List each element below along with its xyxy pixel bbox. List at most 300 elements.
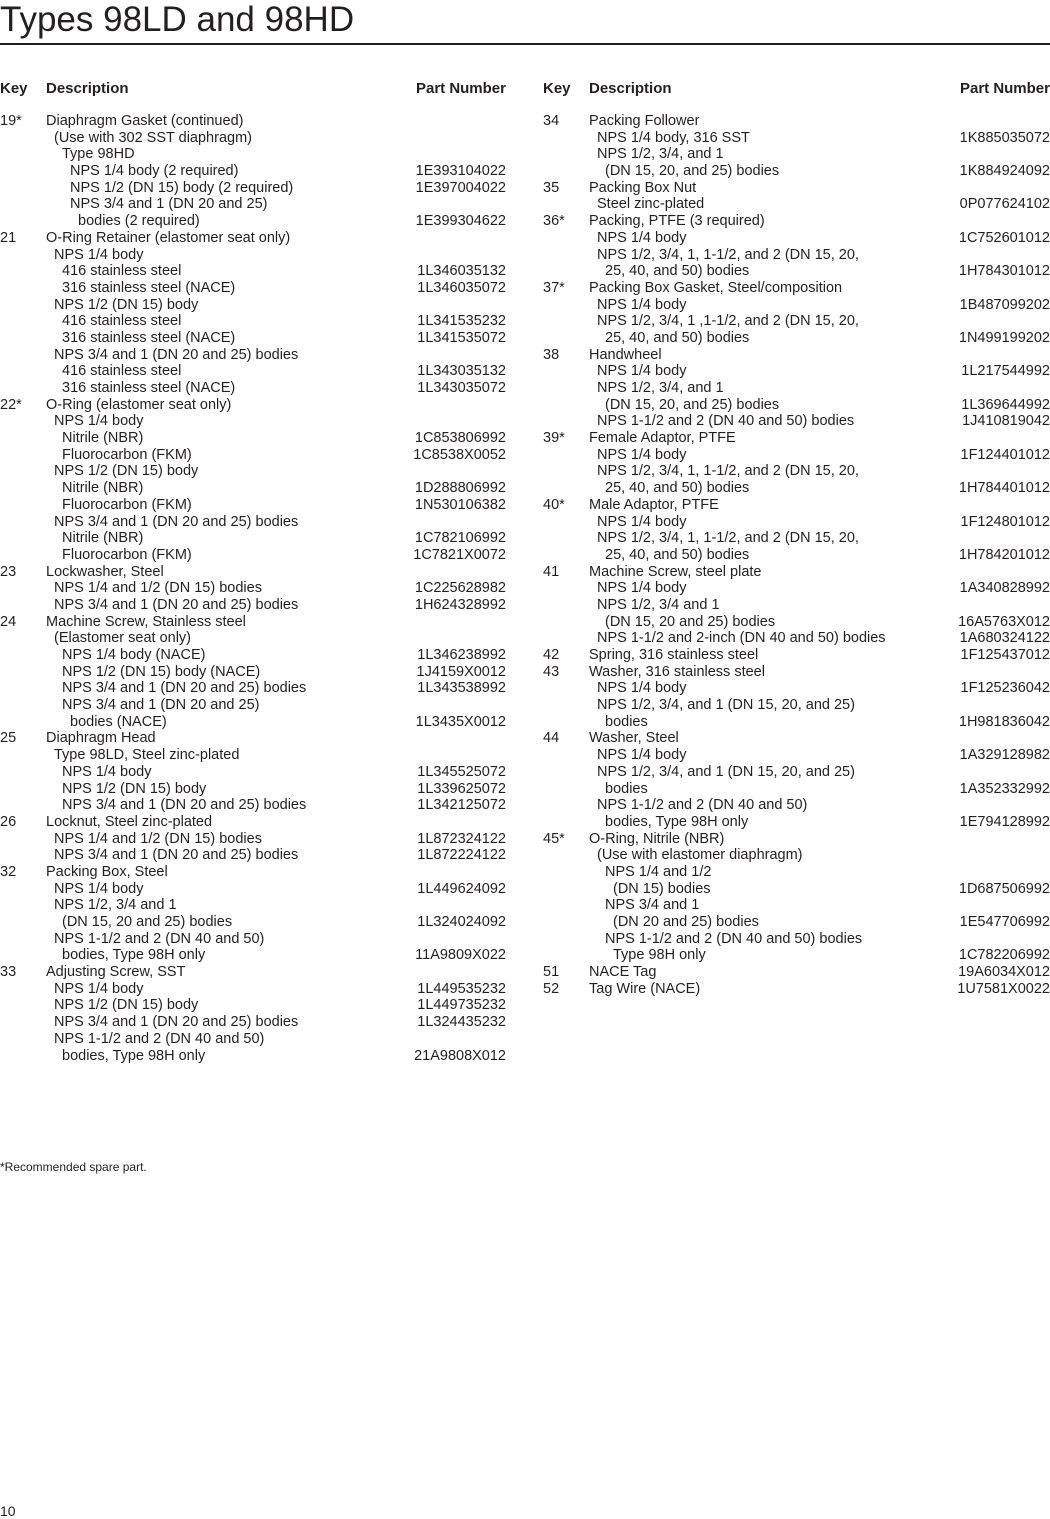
description-text: bodies, Type 98H only: [62, 947, 206, 964]
parts-row: [0, 564, 506, 581]
parts-row: [0, 580, 506, 597]
description-text: 316 stainless steel (NACE): [62, 380, 236, 396]
description-text: NPS 3/4 and 1 (DN 20 and 25) bodies: [54, 1014, 299, 1031]
description-text: Washer, Steel: [589, 730, 679, 747]
description-text: NPS 1/2 (DN 15) body (2 required): [70, 179, 294, 196]
parts-row: [543, 630, 1050, 647]
parts-row: [0, 380, 506, 397]
description-text: Locknut, Steel zinc-plated: [46, 813, 213, 830]
parts-row: [0, 196, 506, 213]
description-text: NPS 1/4 and 1/2 (DN 15) bodies: [54, 580, 262, 597]
parts-row: [543, 180, 1050, 197]
description-text: NPS 1/2 (DN 15) body: [54, 463, 199, 480]
parts-row: [543, 547, 1050, 564]
part-number: 1H784301012: [958, 263, 1050, 280]
description-text: (DN 15, 20, and 25) bodies: [605, 163, 780, 180]
description-text: NPS 1/4 body (2 required): [70, 163, 239, 180]
key-number: 41: [543, 563, 560, 580]
description-text: NPS 1/4 body: [54, 413, 144, 430]
part-number: 1C782206992: [958, 947, 1050, 964]
description-text: NPS 1-1/2 and 2 (DN 40 and 50) bodies: [597, 413, 855, 430]
parts-row: [0, 1031, 506, 1048]
description-text: Adjusting Screw, SST: [46, 964, 186, 981]
part-number: 19A6034X012: [958, 964, 1050, 981]
description-text: (Use with 302 SST diaphragm): [54, 129, 252, 146]
part-number: 1J4159X0012: [416, 663, 506, 680]
parts-row: [0, 363, 506, 380]
parts-row: [0, 230, 506, 247]
part-number: 1L449535232: [417, 980, 506, 997]
key-number: 35: [543, 179, 560, 196]
description-text: NPS 1/2 (DN 15) body: [54, 296, 199, 313]
description-text: NPS 3/4 and 1 (DN 20 and 25) bodies: [54, 346, 299, 363]
parts-row: [543, 914, 1050, 931]
parts-row: [543, 864, 1050, 881]
parts-row: [543, 347, 1050, 364]
parts-row: [543, 230, 1050, 247]
parts-row: [0, 263, 506, 280]
part-number: 1F124801012: [960, 513, 1050, 530]
parts-row: [0, 630, 506, 647]
part-number-header: Part Number: [959, 80, 1050, 97]
part-number: 16A5763X012: [958, 613, 1050, 630]
parts-row: [0, 747, 506, 764]
part-number: 1A680324122: [959, 630, 1050, 647]
parts-row: [0, 463, 506, 480]
part-number: 1L343035072: [417, 380, 506, 396]
part-number: 1H784401012: [958, 480, 1050, 497]
description-text: Packing Box Gasket, Steel/composition: [589, 279, 843, 296]
parts-row: [0, 697, 506, 714]
description-text: bodies (NACE): [70, 713, 167, 730]
description-text: Machine Screw, Stainless steel: [46, 613, 246, 630]
description-text: NPS 1/2, 3/4, 1, 1-1/2, and 2 (DN 15, 20,: [597, 530, 859, 547]
part-number: 21A9808X012: [414, 1047, 506, 1064]
parts-row: [0, 764, 506, 781]
description-text: Fluorocarbon (FKM): [62, 446, 192, 463]
parts-row: [0, 981, 506, 998]
parts-row: [0, 447, 506, 464]
description-text: (DN 15, 20, and 25) bodies: [605, 396, 780, 413]
parts-row: [0, 730, 506, 747]
parts-row: [0, 831, 506, 848]
parts-list-right: [543, 113, 1050, 997]
part-number: 1C782106992: [414, 530, 506, 547]
description-text: Tag Wire (NACE): [589, 980, 701, 997]
description-text: Steel zinc-plated: [597, 196, 705, 213]
part-number: 1A352332992: [959, 780, 1050, 797]
description-text: NPS 1/2, 3/4, and 1 (DN 15, 20, and 25): [597, 763, 855, 780]
parts-row: [543, 146, 1050, 163]
parts-row: [0, 931, 506, 948]
description-text: NPS 1-1/2 and 2 (DN 40 and 50): [54, 1030, 265, 1047]
description-text: NPS 1/4 body: [597, 513, 687, 530]
page-number: 10: [0, 1503, 16, 1519]
parts-row: [543, 196, 1050, 213]
part-number: 1L339625072: [417, 780, 506, 797]
parts-row: [543, 413, 1050, 430]
description-text: NPS 3/4 and 1 (DN 20 and 25) bodies: [54, 596, 299, 613]
part-number: 1L449624092: [417, 880, 506, 897]
description-text: Type 98HD: [62, 146, 135, 163]
parts-row: [0, 680, 506, 697]
part-number: 1L324435232: [417, 1014, 506, 1031]
description-text: NPS 1/4 body: [597, 363, 687, 380]
parts-row: [543, 831, 1050, 848]
part-number: 1L343538992: [417, 680, 506, 697]
description-text: NPS 1/2, 3/4 and 1: [54, 897, 177, 914]
description-text: NPS 1/4 body: [54, 980, 144, 997]
parts-row: [543, 514, 1050, 531]
key-header: Key: [0, 80, 28, 97]
description-text: NPS 1-1/2 and 2 (DN 40 and 50) bodies: [605, 930, 863, 947]
description-text: (Elastomer seat only): [54, 630, 191, 647]
description-text: 25, 40, and 50) bodies: [605, 480, 750, 497]
part-number: 1K885035072: [959, 129, 1050, 146]
parts-row: [0, 130, 506, 147]
description-text: Diaphragm Head: [46, 730, 156, 747]
parts-row: [0, 280, 506, 297]
description-text: Packing, PTFE (3 required): [589, 213, 765, 230]
part-number: 1L217544992: [961, 363, 1050, 380]
key-number: 19*: [0, 113, 22, 129]
description-text: Nitrile (NBR): [62, 430, 144, 447]
parts-row: [543, 781, 1050, 798]
description-text: NPS 1/4 body: [597, 296, 687, 313]
description-text: NPS 1/2, 3/4, and 1: [597, 146, 724, 163]
part-number: 1L345525072: [417, 763, 506, 780]
description-text: NPS 1/4 body: [54, 880, 144, 897]
parts-row: [543, 530, 1050, 547]
part-number: 1C752601012: [958, 229, 1050, 246]
part-number: 1C8538X0052: [413, 446, 506, 463]
description-text: 416 stainless steel: [62, 263, 182, 280]
parts-row: [543, 163, 1050, 180]
part-number: 1H624328992: [414, 596, 506, 613]
description-text: Nitrile (NBR): [62, 530, 144, 547]
parts-row: [543, 397, 1050, 414]
description-text: NPS 1/4 body (NACE): [62, 647, 206, 663]
parts-row: [0, 881, 506, 898]
parts-row: [0, 480, 506, 497]
description-text: NPS 1/4 body: [597, 580, 687, 597]
key-number: 51: [543, 964, 560, 981]
parts-row: [0, 113, 506, 130]
part-number: 1L342125072: [417, 797, 506, 814]
parts-row: [543, 881, 1050, 898]
parts-row: [0, 213, 506, 230]
description-text: (DN 15, 20 and 25) bodies: [605, 613, 776, 630]
parts-row: [543, 797, 1050, 814]
parts-row: [0, 1014, 506, 1031]
part-number: 1L341535232: [417, 313, 506, 330]
description-text: Female Adaptor, PTFE: [589, 430, 736, 447]
parts-row: [0, 413, 506, 430]
parts-row: [543, 764, 1050, 781]
description-text: NPS 1/2 (DN 15) body: [54, 997, 199, 1014]
parts-row: [543, 664, 1050, 681]
description-text: NPS 1/2, 3/4, 1, 1-1/2, and 2 (DN 15, 20,: [597, 246, 859, 263]
parts-row: [0, 430, 506, 447]
part-number: 1N530106382: [414, 496, 506, 513]
key-number: 26: [0, 813, 17, 830]
description-text: Nitrile (NBR): [62, 480, 144, 497]
parts-row: [543, 647, 1050, 664]
parts-column-right: [543, 80, 1050, 997]
part-number: 1L449735232: [417, 997, 506, 1014]
description-text: (DN 15) bodies: [613, 880, 711, 897]
parts-row: [543, 247, 1050, 264]
parts-row: [543, 897, 1050, 914]
parts-row: [0, 781, 506, 798]
description-text: NPS 1/2 (DN 15) body (NACE): [62, 663, 261, 680]
description-text: NPS 1/2, 3/4, 1 ,1-1/2, and 2 (DN 15, 20,: [597, 313, 859, 330]
description-text: Packing Box Nut: [589, 179, 697, 196]
key-number: 40*: [543, 496, 565, 513]
key-number: 43: [543, 663, 560, 680]
description-text: NPS 1-1/2 and 2 (DN 40 and 50): [54, 930, 265, 947]
description-text: Packing Box, Steel: [46, 863, 168, 880]
part-number: 1L872324122: [417, 830, 506, 847]
parts-row: [0, 647, 506, 664]
description-text: Machine Screw, steel plate: [589, 563, 762, 580]
description-text: NPS 1/4 and 1/2: [605, 863, 712, 880]
title-rule: [0, 43, 1050, 45]
part-number: 1E393104022: [415, 163, 506, 180]
parts-row: [543, 697, 1050, 714]
part-number: 1C853806992: [414, 430, 506, 447]
part-number: 1D687506992: [958, 880, 1050, 897]
parts-row: [0, 997, 506, 1014]
description-text: bodies, Type 98H only: [62, 1047, 206, 1064]
part-number: 1F125437012: [960, 647, 1050, 663]
description-text: NPS 1-1/2 and 2 (DN 40 and 50): [597, 797, 808, 814]
description-text: Male Adaptor, PTFE: [589, 496, 719, 513]
parts-row: [0, 146, 506, 163]
part-number: 1E547706992: [959, 914, 1050, 930]
key-number: 39*: [543, 430, 565, 447]
parts-row: [0, 797, 506, 814]
description-text: NPS 3/4 and 1 (DN 20 and 25) bodies: [54, 847, 299, 864]
parts-row: [0, 247, 506, 264]
parts-row: [543, 363, 1050, 380]
part-number: 1U7581X0022: [957, 980, 1050, 997]
description-text: O-Ring Retainer (elastomer seat only): [46, 229, 291, 246]
description-text: (DN 15, 20 and 25) bodies: [62, 914, 233, 930]
part-number: 1L3435X0012: [415, 713, 506, 730]
parts-column-left: [0, 80, 506, 1064]
description-text: NPS 1/4 and 1/2 (DN 15) bodies: [54, 830, 262, 847]
column-header: [543, 80, 1050, 98]
part-number-header: Part Number: [415, 80, 506, 97]
description-text: NPS 3/4 and 1: [605, 897, 700, 914]
description-text: NPS 1/4 body: [597, 446, 687, 463]
parts-row: [543, 280, 1050, 297]
description-header: Description: [46, 80, 129, 97]
parts-row: [0, 530, 506, 547]
parts-row: [543, 964, 1050, 981]
description-text: (Use with elastomer diaphragm): [597, 847, 803, 864]
part-number: 0P077624102: [959, 196, 1050, 213]
parts-row: [543, 263, 1050, 280]
part-number: 1L346035072: [417, 279, 506, 296]
parts-row: [543, 814, 1050, 831]
description-text: NPS 3/4 and 1 (DN 20 and 25): [62, 697, 260, 714]
description-text: O-Ring, Nitrile (NBR): [589, 830, 725, 847]
description-text: NPS 1/2, 3/4, 1, 1-1/2, and 2 (DN 15, 20,: [597, 463, 859, 480]
part-number: 1L324024092: [417, 914, 506, 930]
parts-row: [543, 730, 1050, 747]
parts-row: [543, 297, 1050, 314]
description-text: NPS 1/2, 3/4 and 1: [597, 596, 720, 613]
part-number: 1L346035132: [417, 263, 506, 280]
parts-row: [543, 313, 1050, 330]
part-number: 1L872224122: [417, 847, 506, 864]
parts-row: [543, 597, 1050, 614]
parts-row: [543, 430, 1050, 447]
key-number: 34: [543, 113, 560, 129]
description-text: NPS 1/2, 3/4, and 1 (DN 15, 20, and 25): [597, 697, 855, 714]
parts-row: [543, 614, 1050, 631]
parts-row: [543, 564, 1050, 581]
parts-row: [0, 514, 506, 531]
parts-row: [0, 964, 506, 981]
parts-row: [543, 931, 1050, 948]
part-number: 1K884924092: [959, 163, 1050, 180]
description-text: (DN 20 and 25) bodies: [613, 914, 759, 930]
parts-row: [543, 130, 1050, 147]
column-header: [0, 80, 506, 98]
description-text: 25, 40, and 50) bodies: [605, 546, 750, 563]
description-text: 416 stainless steel: [62, 313, 182, 330]
description-text: NPS 1/4 body: [54, 246, 144, 263]
description-text: Fluorocarbon (FKM): [62, 496, 192, 513]
description-text: Packing Follower: [589, 113, 700, 129]
parts-row: [0, 597, 506, 614]
key-number: 42: [543, 647, 560, 663]
parts-row: [543, 380, 1050, 397]
parts-row: [0, 330, 506, 347]
part-number: 1A340828992: [959, 580, 1050, 597]
description-text: 25, 40, and 50) bodies: [605, 263, 750, 280]
key-number: 33: [0, 964, 17, 981]
description-text: 316 stainless steel (NACE): [62, 279, 236, 296]
description-text: NPS 3/4 and 1 (DN 20 and 25) bodies: [62, 797, 307, 814]
part-number: 1D288806992: [414, 480, 506, 497]
parts-row: [0, 614, 506, 631]
description-text: Handwheel: [589, 346, 662, 363]
description-text: NPS 1/4 body: [62, 763, 152, 780]
parts-row: [0, 397, 506, 414]
description-text: NPS 1/4 body: [597, 747, 687, 764]
description-text: Spring, 316 stainless steel: [589, 647, 759, 663]
key-number: 22*: [0, 396, 22, 413]
part-number: 1H784201012: [958, 546, 1050, 563]
key-number: 37*: [543, 279, 565, 296]
part-number: 1N499199202: [958, 329, 1050, 346]
key-number: 21: [0, 229, 17, 246]
parts-list-left: [0, 113, 506, 1064]
description-text: bodies, Type 98H only: [605, 813, 749, 830]
description-text: bodies: [605, 713, 648, 730]
part-number: 1L341535072: [417, 329, 506, 346]
key-header: Key: [543, 80, 571, 97]
parts-row: [543, 447, 1050, 464]
description-text: NPS 3/4 and 1 (DN 20 and 25) bodies: [54, 513, 299, 530]
description-text: Type 98H only: [613, 947, 706, 964]
description-text: O-Ring (elastomer seat only): [46, 396, 232, 413]
key-number: 44: [543, 730, 560, 747]
parts-row: [0, 947, 506, 964]
parts-row: [543, 981, 1050, 998]
parts-row: [0, 163, 506, 180]
part-number: 1E794128992: [959, 813, 1050, 830]
part-number: 1E397004022: [415, 179, 506, 196]
parts-row: [0, 180, 506, 197]
parts-row: [0, 1048, 506, 1065]
parts-row: [543, 463, 1050, 480]
parts-row: [0, 313, 506, 330]
key-number: 45*: [543, 830, 565, 847]
part-number: 1F124401012: [960, 446, 1050, 463]
parts-row: [543, 947, 1050, 964]
description-text: 416 stainless steel: [62, 363, 182, 380]
parts-row: [543, 480, 1050, 497]
description-text: NPS 3/4 and 1 (DN 20 and 25): [70, 196, 268, 213]
part-number: 1F125236042: [960, 680, 1050, 697]
parts-row: [543, 330, 1050, 347]
description-text: Type 98LD, Steel zinc-plated: [54, 747, 240, 764]
part-number: 1B487099202: [959, 296, 1050, 313]
key-number: 24: [0, 613, 17, 630]
key-number: 52: [543, 980, 560, 997]
parts-row: [0, 814, 506, 831]
parts-row: [0, 547, 506, 564]
parts-row: [0, 297, 506, 314]
footnote: *Recommended spare part.: [0, 1160, 147, 1174]
description-text: Diaphragm Gasket (continued): [46, 113, 244, 129]
part-number: 1C225628982: [414, 580, 506, 597]
part-number: 1L369644992: [961, 396, 1050, 413]
parts-row: [0, 914, 506, 931]
part-number: 11A9809X022: [415, 947, 506, 964]
parts-row: [543, 113, 1050, 130]
key-number: 23: [0, 563, 17, 580]
parts-row: [543, 714, 1050, 731]
description-text: NPS 1/2, 3/4, and 1: [597, 380, 724, 396]
part-number: 1C7821X0072: [413, 546, 506, 563]
part-number: 1H981836042: [958, 713, 1050, 730]
key-number: 36*: [543, 213, 565, 230]
key-number: 32: [0, 863, 17, 880]
description-text: NPS 1/4 body: [597, 229, 687, 246]
parts-row: [543, 497, 1050, 514]
description-text: bodies: [605, 780, 648, 797]
description-text: Fluorocarbon (FKM): [62, 546, 192, 563]
parts-row: [0, 497, 506, 514]
part-number: 1E399304622: [415, 213, 506, 230]
key-number: 25: [0, 730, 17, 747]
part-number: 1L343035132: [417, 363, 506, 380]
description-header: Description: [589, 80, 672, 97]
key-number: 38: [543, 346, 560, 363]
part-number: 1A329128982: [959, 747, 1050, 764]
part-number: 1L346238992: [417, 647, 506, 663]
description-text: NPS 1/4 body: [597, 680, 687, 697]
description-text: NPS 3/4 and 1 (DN 20 and 25) bodies: [62, 680, 307, 697]
description-text: NPS 1-1/2 and 2-inch (DN 40 and 50) bodies: [597, 630, 886, 647]
description-text: bodies (2 required): [78, 213, 200, 230]
